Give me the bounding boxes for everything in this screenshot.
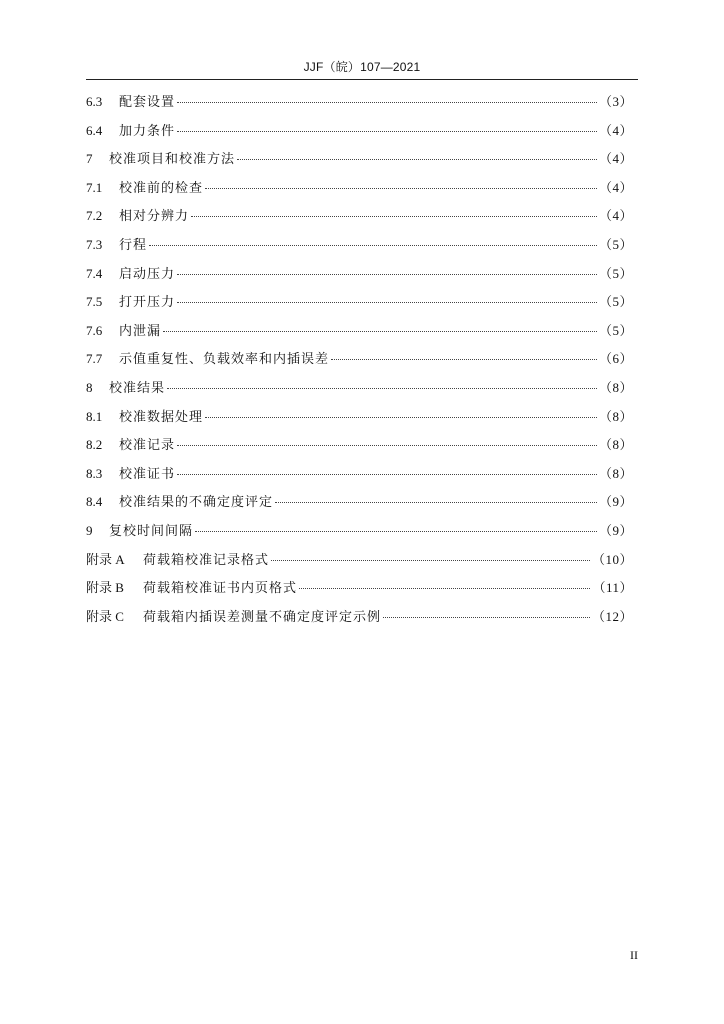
- toc-dot-leader: [275, 501, 597, 503]
- toc-entry-page: （10）: [591, 551, 633, 567]
- toc-entry[interactable]: [86, 603, 633, 632]
- toc-dot-leader: [177, 130, 597, 132]
- toc-entry-number: 7.6: [86, 322, 103, 338]
- toc-dot-leader: [163, 330, 597, 332]
- toc-entry-page: （5）: [598, 294, 633, 310]
- toc-entry-title: 内泄漏: [119, 323, 162, 339]
- toc-entry-title: 校准数据处理: [119, 409, 204, 425]
- toc-entry-title: 荷载箱内插误差测量不确定度评定示例: [143, 609, 382, 625]
- toc-entry-page: （5）: [598, 265, 633, 281]
- toc-entry-number: 8.4: [86, 494, 103, 510]
- toc-entry[interactable]: [86, 488, 633, 517]
- toc-entry-number: 6.3: [86, 94, 103, 109]
- toc-entry-page: （8）: [598, 408, 633, 424]
- toc-entry[interactable]: [86, 546, 633, 575]
- toc-entry[interactable]: [86, 317, 633, 346]
- toc-entry-number: 8.2: [86, 437, 103, 453]
- toc-dot-leader: [237, 158, 597, 160]
- toc-entry-page: （5）: [598, 322, 633, 338]
- toc-entry[interactable]: [86, 231, 633, 260]
- toc-entry-title: 荷载箱校准记录格式: [143, 552, 270, 568]
- toc-entry[interactable]: [86, 202, 633, 231]
- page-number: II: [630, 948, 638, 962]
- toc-entry-title: 校准前的检查: [119, 180, 204, 196]
- toc-entry-number: 7.5: [86, 294, 103, 310]
- toc-entry[interactable]: [86, 574, 633, 603]
- toc-entry-number: 7.3: [86, 236, 103, 252]
- toc-entry-number: 附录 C: [86, 608, 124, 624]
- toc-entry[interactable]: [86, 431, 633, 460]
- toc-dot-leader: [177, 301, 597, 303]
- toc-dot-leader: [149, 244, 597, 246]
- toc-entry[interactable]: [86, 460, 633, 489]
- toc-entry-title: 相对分辨力: [119, 209, 190, 225]
- toc-entry[interactable]: [86, 174, 633, 203]
- toc-entry-number: 6.4: [86, 122, 103, 138]
- toc-entry[interactable]: [86, 374, 633, 403]
- toc-entry-page: （12）: [591, 608, 633, 624]
- toc-dot-leader: [177, 101, 597, 103]
- toc-entry-page: （11）: [592, 580, 633, 596]
- toc-entry-page: （6）: [598, 351, 633, 367]
- toc-entry[interactable]: [86, 260, 633, 289]
- header-rule: [86, 79, 638, 80]
- toc-entry-title: 复校时间间隔: [109, 523, 194, 539]
- toc-dot-leader: [205, 187, 597, 189]
- toc-dot-leader: [205, 416, 597, 418]
- toc-entry-number: 7: [86, 151, 93, 167]
- toc-dot-leader: [167, 387, 597, 389]
- toc-dot-leader: [191, 215, 597, 217]
- toc-entry[interactable]: [86, 403, 633, 432]
- table-of-contents: [86, 88, 633, 631]
- toc-dot-leader: [271, 559, 590, 561]
- toc-dot-leader: [383, 616, 590, 618]
- toc-entry-page: （3）: [598, 94, 633, 109]
- toc-entry-title: 校准结果的不确定度评定: [119, 495, 274, 511]
- toc-entry-title: 配套设置: [119, 95, 176, 110]
- toc-entry-number: 附录 B: [86, 580, 124, 596]
- toc-entry-page: （5）: [598, 236, 633, 252]
- toc-entry-title: 校准结果: [109, 380, 166, 396]
- toc-dot-leader: [177, 444, 597, 446]
- toc-entry-title: 校准证书: [119, 466, 176, 482]
- toc-entry-page: （9）: [598, 494, 633, 510]
- toc-entry-number: 附录 A: [86, 551, 125, 567]
- toc-entry-number: 8: [86, 379, 93, 395]
- toc-dot-leader: [299, 587, 590, 589]
- toc-entry-page: （4）: [598, 179, 633, 195]
- toc-entry-page: （9）: [598, 522, 633, 538]
- toc-entry-title: 校准记录: [119, 438, 176, 454]
- toc-entry[interactable]: [86, 345, 633, 374]
- toc-dot-leader: [177, 473, 597, 475]
- toc-entry-number: 7.1: [86, 179, 103, 195]
- toc-entry[interactable]: [86, 288, 633, 317]
- toc-entry-page: （8）: [598, 465, 633, 481]
- toc-entry-page: （4）: [598, 151, 633, 167]
- toc-entry-number: 7.2: [86, 208, 103, 224]
- toc-entry-number: 8.1: [86, 408, 103, 424]
- toc-entry-title: 荷载箱校准证书内页格式: [143, 581, 298, 597]
- toc-entry-number: 8.3: [86, 465, 103, 481]
- toc-entry[interactable]: [86, 117, 633, 146]
- toc-entry-title: 加力条件: [119, 123, 176, 139]
- toc-entry[interactable]: [86, 517, 633, 546]
- toc-dot-leader: [195, 530, 597, 532]
- toc-entry-page: （4）: [598, 208, 633, 224]
- toc-entry-number: 7.7: [86, 351, 103, 367]
- toc-entry-page: （4）: [598, 122, 633, 138]
- toc-entry-page: （8）: [598, 437, 633, 453]
- running-header: JJF（皖）107—2021: [303, 60, 421, 74]
- toc-entry-title: 启动压力: [119, 266, 176, 282]
- toc-entry[interactable]: [86, 88, 633, 117]
- toc-entry-title: 打开压力: [119, 295, 176, 311]
- toc-entry[interactable]: [86, 145, 633, 174]
- toc-entry-page: （8）: [598, 379, 633, 395]
- toc-entry-title: 校准项目和校准方法: [109, 152, 236, 168]
- toc-dot-leader: [177, 273, 597, 275]
- toc-entry-number: 7.4: [86, 265, 103, 281]
- toc-entry-title: 示值重复性、负载效率和内插误差: [119, 352, 330, 368]
- toc-entry-title: 行程: [119, 237, 148, 253]
- toc-entry-number: 9: [86, 522, 93, 538]
- toc-dot-leader: [331, 358, 597, 360]
